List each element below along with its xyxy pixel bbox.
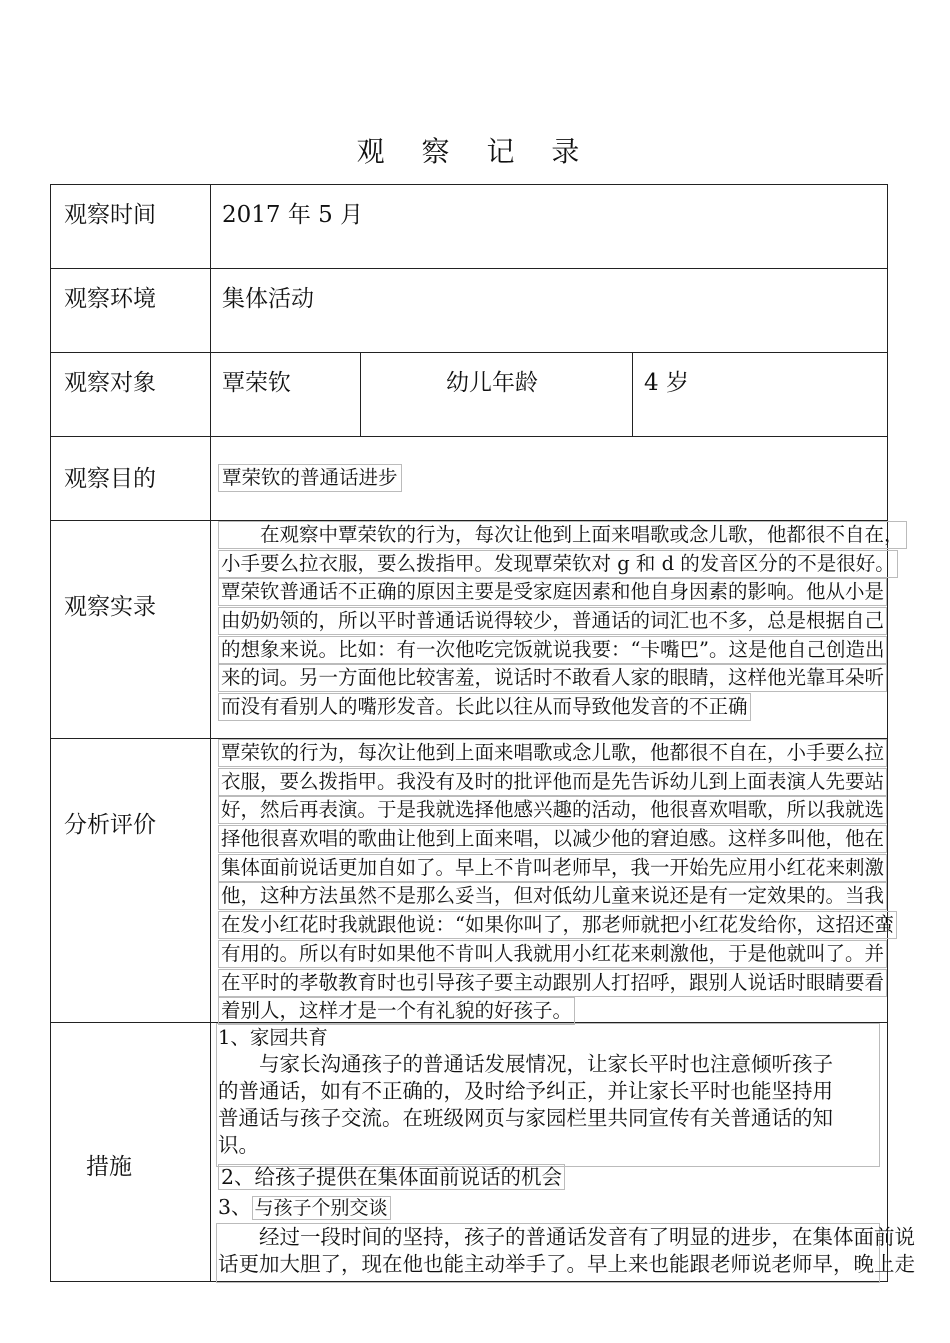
text-line: 普通话与孩子交流。在班级网页与家园栏里共同宣传有关普通话的知 — [218, 1106, 833, 1130]
page-title: 观 察 记 录 — [356, 135, 594, 168]
column-divider — [210, 184, 211, 1282]
text-line: 好，然后再表演。于是我就选择他感兴趣的活动，他很喜欢唱歌，所以我就选 — [218, 796, 880, 825]
observe-purpose-label: 观察目的 — [64, 466, 156, 492]
measure-1-title: 1、家园共育 — [218, 1026, 328, 1049]
text-line: 经过一段时间的坚持，孩子的普通话发音有了明显的进步，在集体面前说 — [218, 1225, 915, 1249]
text-line: 衣服，要么拨指甲。我没有及时的批评他而是先告诉幼儿到上面表演人先要站 — [218, 768, 880, 797]
measure-2 — [218, 1164, 565, 1191]
text-line: 与家长沟通孩子的普通话发展情况，让家长平时也注意倾听孩子 — [218, 1052, 833, 1076]
text-line: 小手要么拉衣服，要么拨指甲。发现覃荣钦对 g 和 d 的发音区分的不是很好。 — [218, 550, 880, 579]
text-line: 来的词。另一方面他比较害羞，说话时不敢看人家的眼睛，这样他光靠耳朵听 — [218, 664, 880, 693]
observe-purpose-value: 覃荣钦的普通话进步 — [218, 464, 402, 492]
text-line: 有用的。所以有时如果他不肯叫人我就用小红花来刺激他，于是他就叫了。并 — [218, 940, 880, 969]
child-age-label: 幼儿年龄 — [446, 370, 538, 396]
text-line: 的普通话，如有不正确的，及时给予纠正，并让家长平时也能坚持用 — [218, 1079, 833, 1103]
measure-2-text: 2、给孩子提供在集体面前说话的机会 — [218, 1164, 565, 1190]
row-divider — [50, 352, 888, 353]
measure-3 — [218, 1194, 391, 1222]
observe-env-value: 集体活动 — [222, 286, 314, 312]
text-line: 识。 — [218, 1133, 259, 1157]
analysis-label: 分析评价 — [64, 812, 156, 838]
text-line: 在发小红花时我就跟他说：“如果你叫了，那老师就把小红花发给你，这招还蛮 — [218, 911, 880, 940]
column-divider — [632, 352, 633, 436]
observe-record-text — [218, 521, 904, 722]
row-divider — [50, 268, 888, 269]
text-line: 覃荣钦的行为，每次让他到上面来唱歌或念儿歌，他都很不自在，小手要么拉 — [218, 739, 880, 768]
text-line: 集体面前说话更加自如了。早上不肯叫老师早，我一开始先应用小红花来刺激 — [218, 854, 880, 883]
text-line: 而没有看别人的嘴形发音。长此以往从而导致他发音的不正确 — [218, 693, 880, 722]
observe-subject-label: 观察对象 — [64, 370, 156, 396]
observe-env-label: 观察环境 — [64, 286, 156, 312]
text-line: 他，这种方法虽然不是那么妥当，但对低幼儿童来说还是有一定效果的。当我 — [218, 882, 880, 911]
observe-time-value: 2017 年 5 月 — [222, 202, 364, 228]
text-line: 着别人，这样才是一个有礼貌的好孩子。 — [218, 997, 880, 1026]
child-name: 覃荣钦 — [222, 370, 291, 396]
text-line: 由奶奶领的，所以平时普通话说得较少，普通话的词汇也不多，总是根据自己 — [218, 607, 880, 636]
analysis-text — [218, 739, 894, 1026]
measures-label: 措施 — [86, 1154, 132, 1180]
observe-time-label: 观察时间 — [64, 202, 156, 228]
text-line: 在观察中覃荣钦的行为，每次让他到上面来唱歌或念儿歌，他都很不自在， — [218, 521, 880, 550]
text-line: 择他很喜欢唱的歌曲让他到上面来唱，以减少他的窘迫感。这样多叫他，他在 — [218, 825, 880, 854]
text-line: 话更加大胆了，现在他也能主动举手了。早上来也能跟老师说老师早，晚上走 — [218, 1252, 915, 1276]
column-divider — [360, 352, 361, 436]
measure-3-number: 3、 — [218, 1195, 252, 1219]
measure-3-text: 与孩子个别交谈 — [252, 1196, 391, 1220]
measure-1 — [218, 1024, 833, 1159]
observe-record-label: 观察实录 — [64, 594, 156, 620]
child-age-value: 4 岁 — [644, 370, 689, 396]
text-line: 的想象来说。比如：有一次他吃完饭就说我要：“卡嘴巴”。这是他自己创造出 — [218, 636, 880, 665]
outcome-text — [218, 1224, 915, 1278]
row-divider — [50, 436, 888, 437]
text-line: 在平时的孝敬教育时也引导孩子要主动跟别人打招呼，跟别人说话时眼睛要看 — [218, 969, 880, 998]
text-line: 覃荣钦普通话不正确的原因主要是受家庭因素和他自身因素的影响。他从小是 — [218, 578, 880, 607]
